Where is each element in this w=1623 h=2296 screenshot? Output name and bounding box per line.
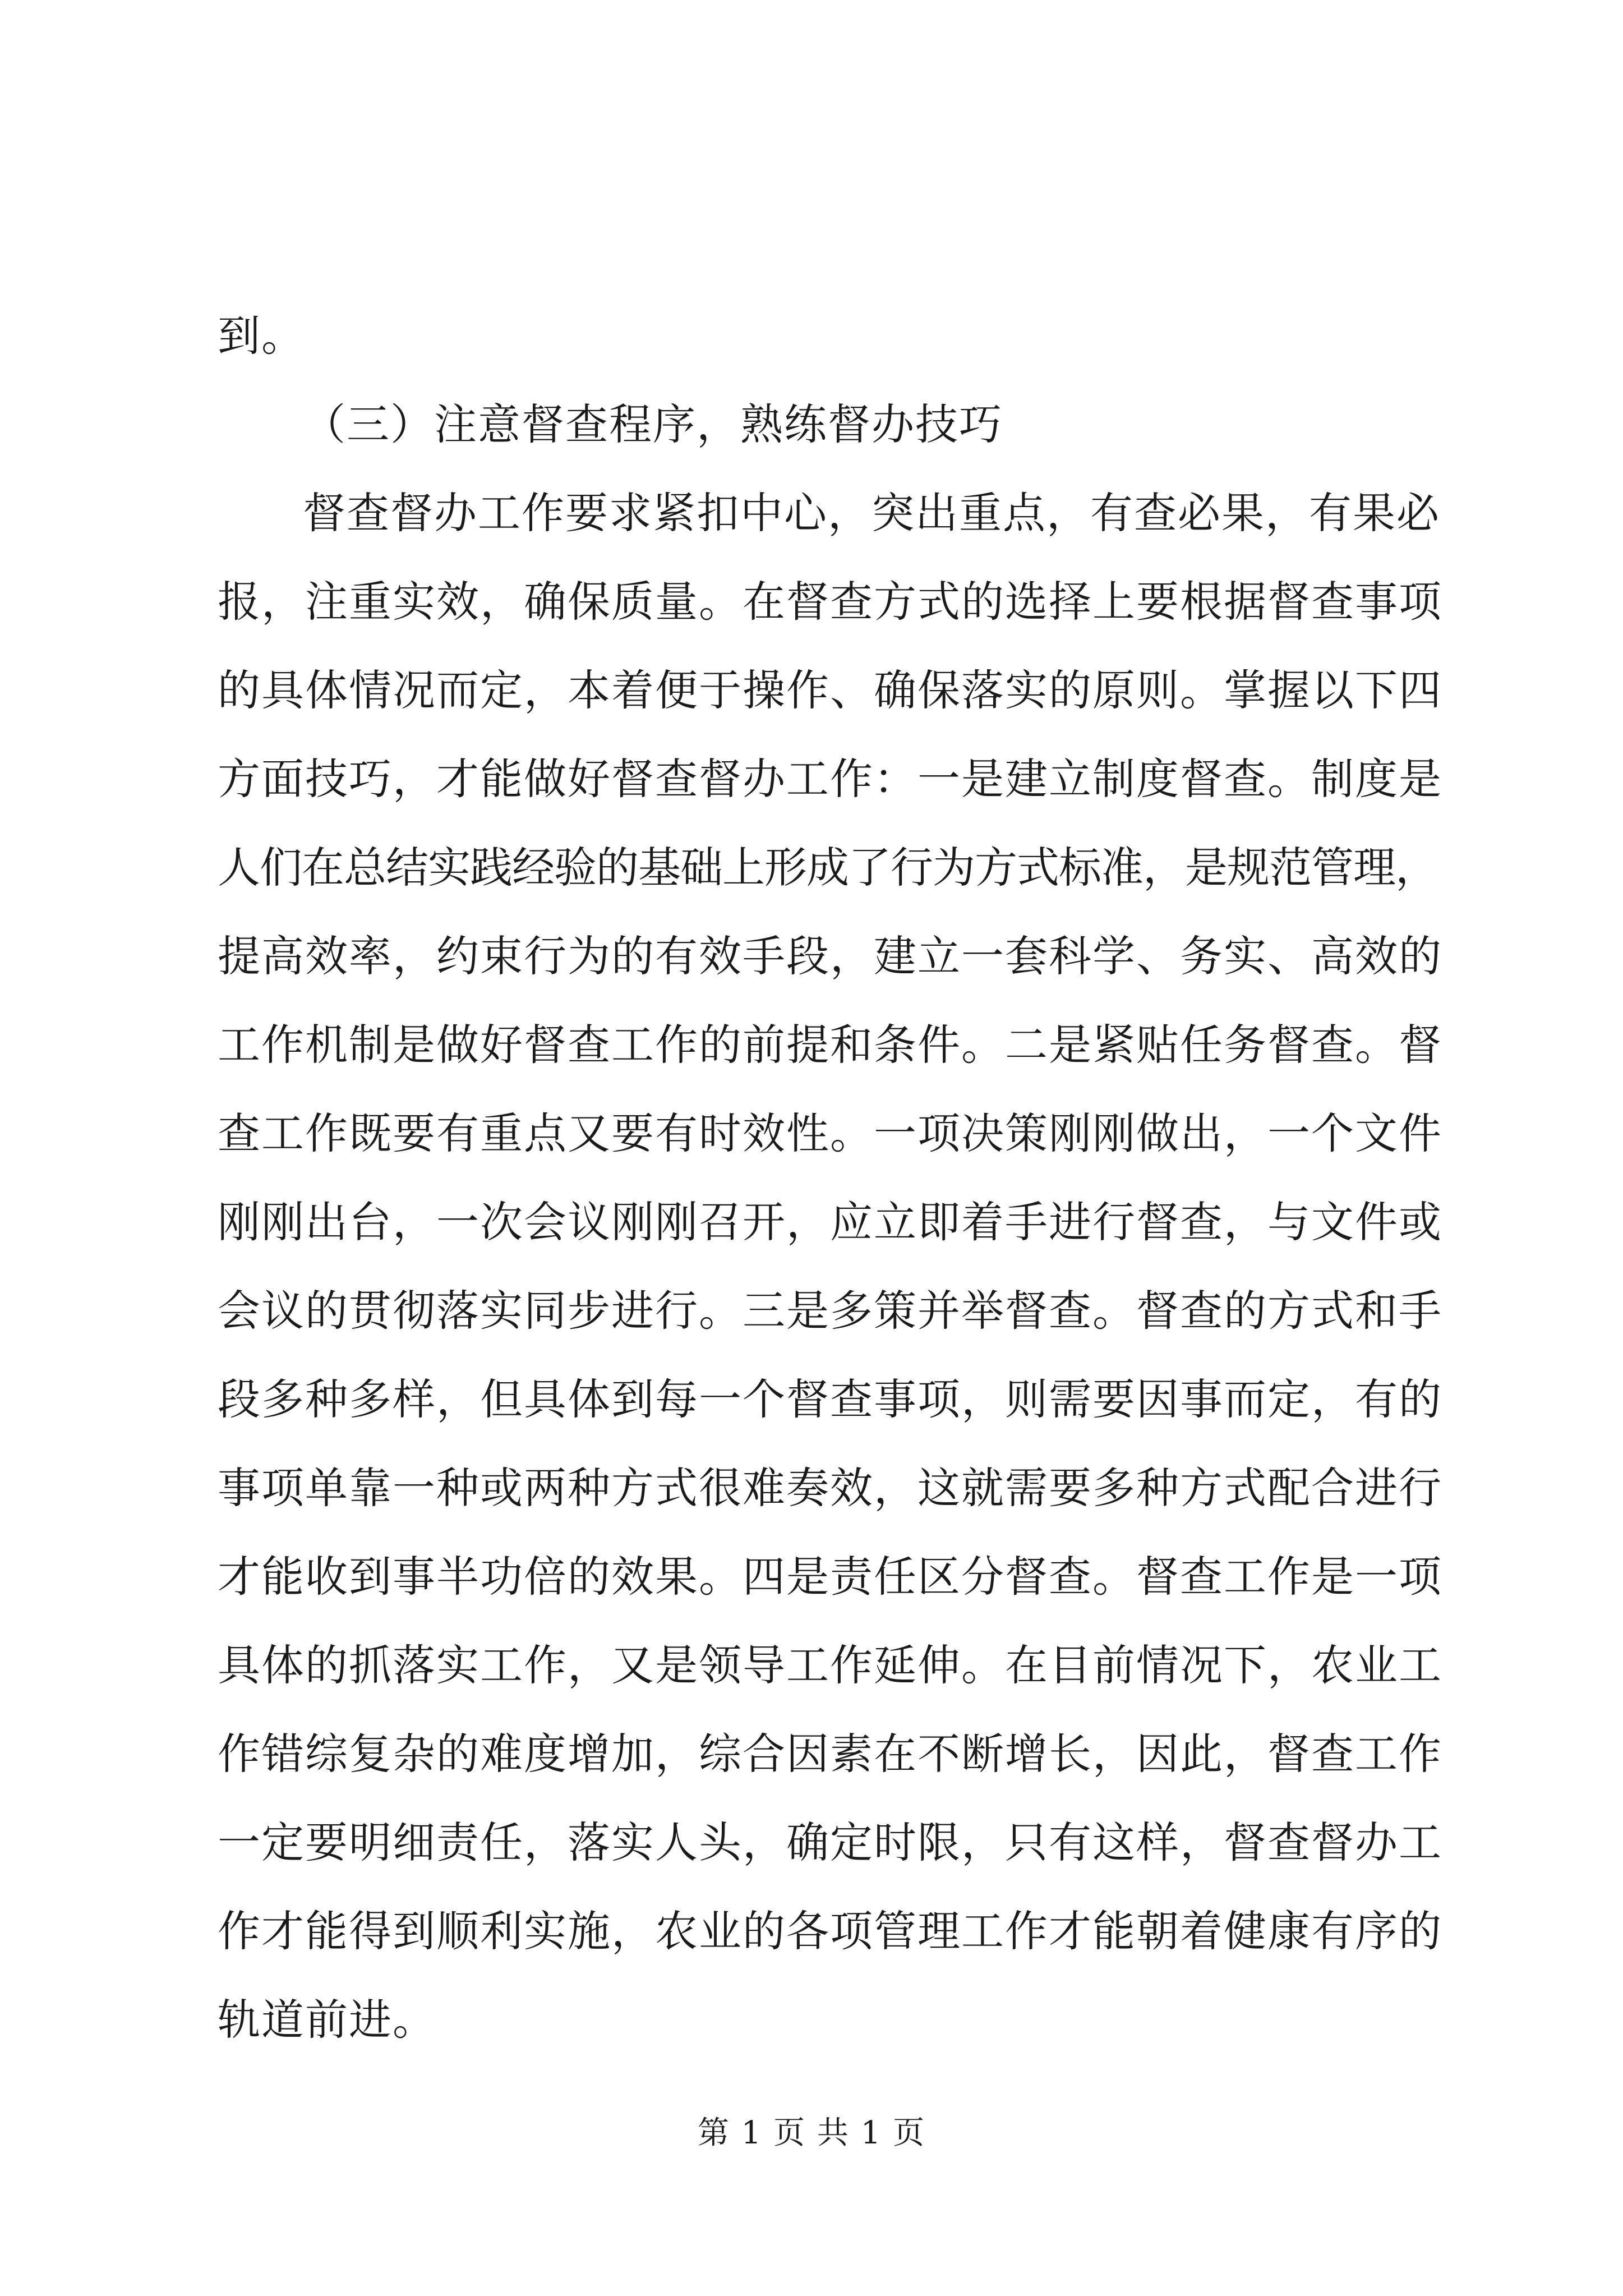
paragraph-line: 段多种多样，但具体到每一个督查事项，则需要因事而定，有的 <box>218 1374 1442 1424</box>
paragraph-line: 人们在总结实践经验的基础上形成了行为方式标准，是规范管理， <box>218 843 1437 892</box>
paragraph-line: 事项单靠一种或两种方式很难奏效，这就需要多种方式配合进行 <box>218 1463 1442 1513</box>
document-body <box>218 292 1442 2064</box>
paragraph-line: 作错综复杂的难度增加，综合因素在不断增长，因此，督查工作 <box>218 1729 1442 1779</box>
paragraph-line: 刚刚出台，一次会议刚刚召开，应立即着手进行督查，与文件或 <box>218 1197 1442 1247</box>
paragraph-line: 作才能得到顺利实施，农业的各项管理工作才能朝着健康有序的 <box>218 1906 1442 1956</box>
paragraph-line: 的具体情况而定，本着便于操作、确保落实的原则。掌握以下四 <box>218 665 1442 715</box>
paragraph-line: 一定要明细责任，落实人头，确定时限，只有这样，督查督办工 <box>218 1818 1442 1867</box>
paragraph-line: 会议的贯彻落实同步进行。三是多策并举督查。督查的方式和手 <box>218 1286 1442 1336</box>
paragraph-line: 查工作既要有重点又要有时效性。一项决策刚刚做出，一个文件 <box>218 1108 1442 1158</box>
section-heading: （三）注意督查程序，熟练督办技巧 <box>303 399 1003 449</box>
paragraph-line: 报，注重实效，确保质量。在督查方式的选择上要根据督查事项 <box>218 577 1442 627</box>
page-number-label: 第 1 页 共 1 页 <box>697 2115 926 2151</box>
paragraph-line: 督查督办工作要求紧扣中心，突出重点，有查必果，有果必 <box>303 488 1440 538</box>
paragraph-line: 提高效率，约束行为的有效手段，建立一套科学、务实、高效的 <box>218 931 1442 981</box>
page-footer <box>0 2108 1623 2153</box>
paragraph-line: 具体的抓落实工作，又是领导工作延伸。在目前情况下，农业工 <box>218 1640 1442 1690</box>
paragraph-line: 轨道前进。 <box>218 1995 436 2045</box>
paragraph-line: 工作机制是做好督查工作的前提和条件。二是紧贴任务督查。督 <box>218 1020 1442 1070</box>
paragraph-line: 方面技巧，才能做好督查督办工作：一是建立制度督查。制度是 <box>218 754 1442 804</box>
paragraph-line: 才能收到事半功倍的效果。四是责任区分督查。督查工作是一项 <box>218 1552 1442 1602</box>
paragraph-line: 到。 <box>218 311 305 361</box>
